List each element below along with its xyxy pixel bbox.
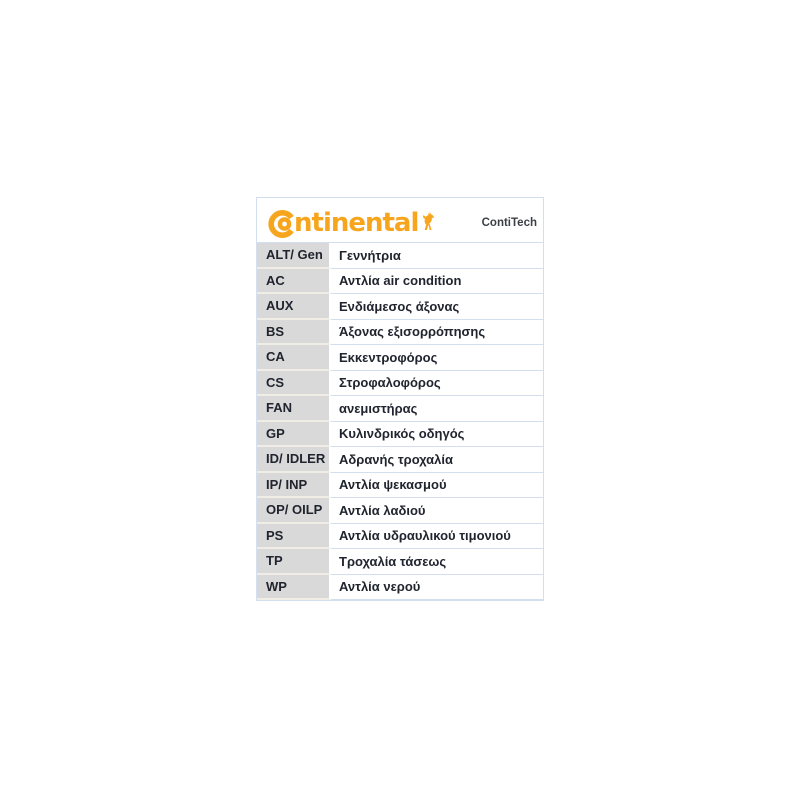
abbreviation-cell: TP [257, 549, 331, 575]
horse-icon [420, 208, 437, 232]
table-row [257, 396, 543, 422]
description-cell: Γεννήτρια [331, 243, 543, 269]
description-cell: Αντλία νερού [331, 575, 543, 601]
description-cell: Άξονας εξισορρόπησης [331, 320, 543, 346]
table-row [257, 294, 543, 320]
abbreviation-cell: FAN [257, 396, 331, 422]
abbreviation-cell: OP/ OILP [257, 498, 331, 524]
brand-header [257, 198, 543, 243]
table-row [257, 447, 543, 473]
description-cell: Ενδιάμεσος άξονας [331, 294, 543, 320]
description-cell: Αντλία air condition [331, 269, 543, 295]
abbreviation-cell: ALT/ Gen [257, 243, 331, 269]
abbreviation-table [257, 243, 543, 600]
table-row [257, 345, 543, 371]
abbreviation-cell: ID/ IDLER [257, 447, 331, 473]
description-cell: Αντλία λαδιού [331, 498, 543, 524]
table-row [257, 320, 543, 346]
table-row [257, 269, 543, 295]
table-row [257, 549, 543, 575]
table-row [257, 243, 543, 269]
description-cell: ανεμιστήρας [331, 396, 543, 422]
table-row [257, 524, 543, 550]
table-row [257, 422, 543, 448]
continental-logo [264, 201, 437, 239]
abbreviation-cell: PS [257, 524, 331, 550]
table-row [257, 371, 543, 397]
abbreviation-cell: BS [257, 320, 331, 346]
abbreviation-cell: CA [257, 345, 331, 371]
abbreviation-cell: WP [257, 575, 331, 601]
abbreviation-cell: IP/ INP [257, 473, 331, 499]
logo-wordmark: ntinental [294, 208, 419, 238]
description-cell: Αντλία υδραυλικού τιμονιού [331, 524, 543, 550]
description-cell: Τροχαλία τάσεως [331, 549, 543, 575]
description-cell: Κυλινδρικός οδηγός [331, 422, 543, 448]
abbreviation-cell: AUX [257, 294, 331, 320]
continental-c-o-mark [264, 205, 296, 239]
description-cell: Εκκεντροφόρος [331, 345, 543, 371]
description-cell: Αντλία ψεκασμού [331, 473, 543, 499]
abbreviation-cell: AC [257, 269, 331, 295]
table-row [257, 575, 543, 601]
table-row [257, 498, 543, 524]
abbreviation-legend-card [256, 197, 544, 601]
description-cell: Στροφαλοφόρος [331, 371, 543, 397]
contitech-label: ContiTech [481, 217, 537, 229]
abbreviation-cell: CS [257, 371, 331, 397]
description-cell: Αδρανής τροχαλία [331, 447, 543, 473]
table-row [257, 473, 543, 499]
abbreviation-cell: GP [257, 422, 331, 448]
